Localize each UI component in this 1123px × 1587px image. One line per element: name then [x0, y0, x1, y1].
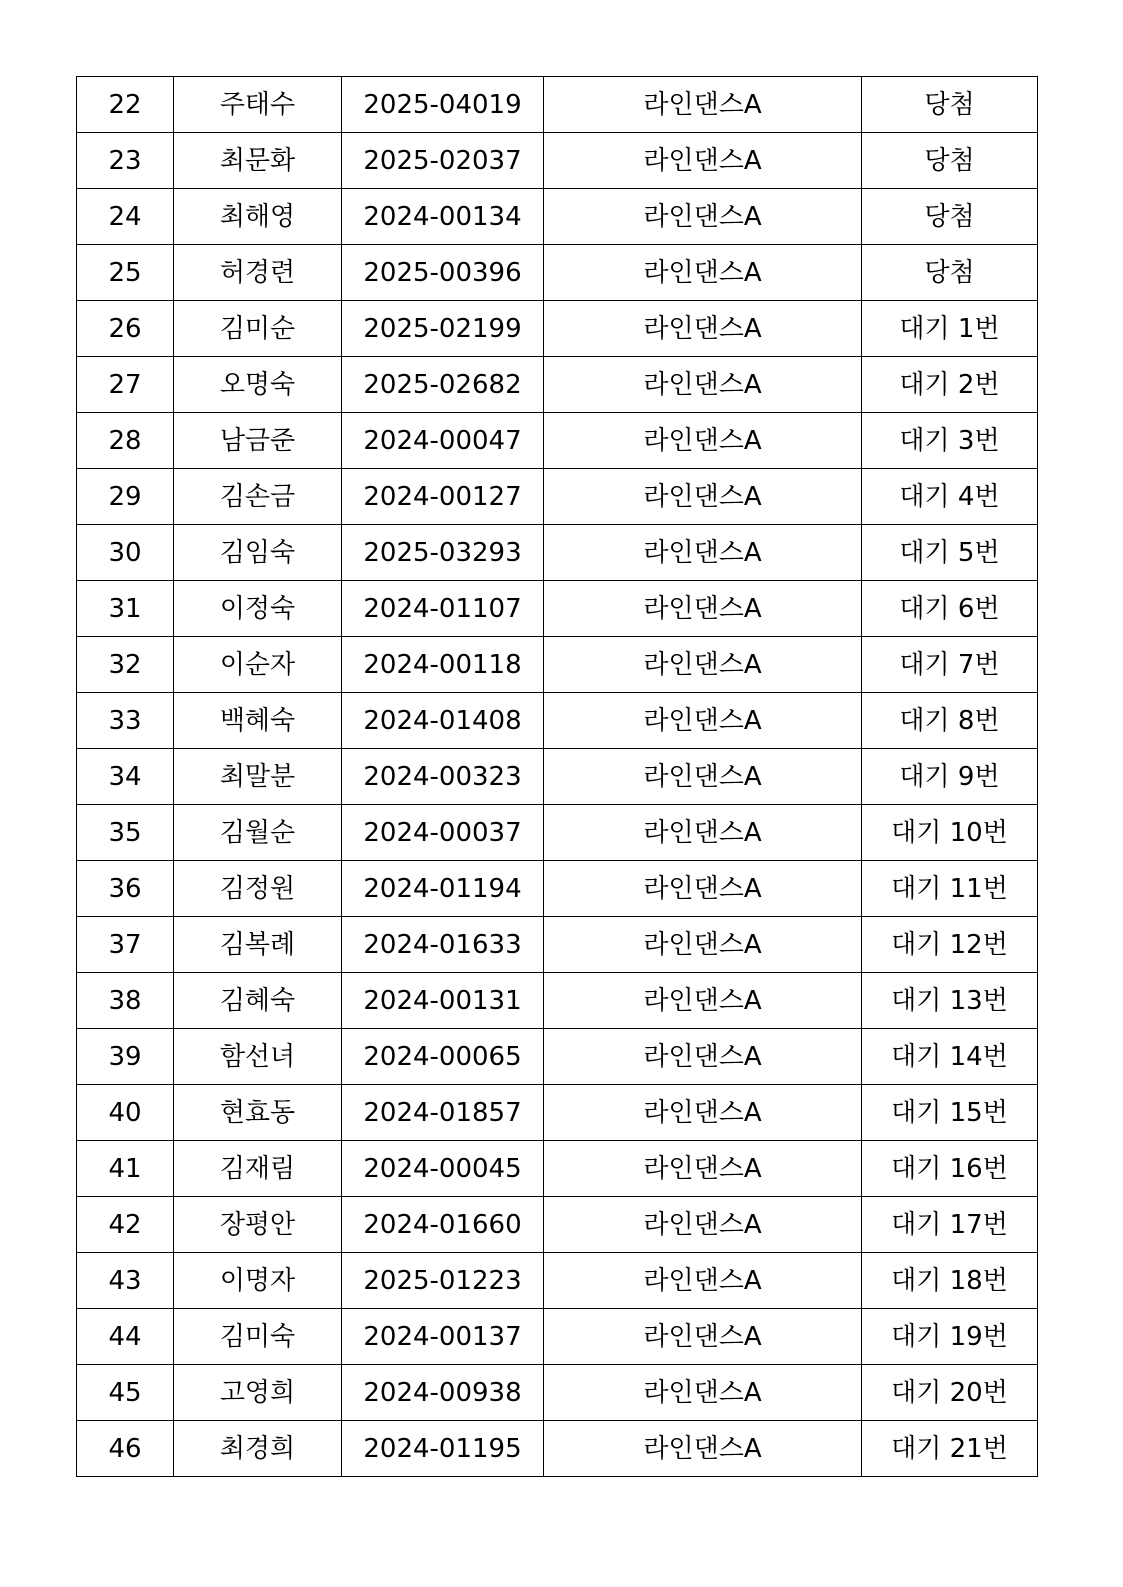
row-number-cell: 42 [77, 1197, 174, 1253]
applicant-name-cell: 주태수 [174, 77, 342, 133]
member-id-cell: 2024-01633 [342, 917, 544, 973]
table-row [77, 861, 1038, 917]
member-id-cell: 2025-03293 [342, 525, 544, 581]
result-cell: 대기 13번 [862, 973, 1038, 1029]
member-id-cell: 2024-01194 [342, 861, 544, 917]
table-row [77, 469, 1038, 525]
member-id-cell: 2024-00137 [342, 1309, 544, 1365]
member-id-cell: 2024-00065 [342, 1029, 544, 1085]
row-number-cell: 45 [77, 1365, 174, 1421]
class-name-cell: 라인댄스A [544, 77, 862, 133]
result-cell: 대기 2번 [862, 357, 1038, 413]
row-number-cell: 30 [77, 525, 174, 581]
row-number-cell: 26 [77, 301, 174, 357]
applicant-name-cell: 김정원 [174, 861, 342, 917]
applicant-name-cell: 이명자 [174, 1253, 342, 1309]
table-row [77, 357, 1038, 413]
table-row [77, 189, 1038, 245]
member-id-cell: 2024-01408 [342, 693, 544, 749]
member-id-cell: 2024-00037 [342, 805, 544, 861]
row-number-cell: 46 [77, 1421, 174, 1477]
row-number-cell: 34 [77, 749, 174, 805]
table-row [77, 973, 1038, 1029]
member-id-cell: 2024-00134 [342, 189, 544, 245]
applicant-name-cell: 김손금 [174, 469, 342, 525]
table-row [77, 1309, 1038, 1365]
row-number-cell: 43 [77, 1253, 174, 1309]
table-row [77, 1197, 1038, 1253]
class-name-cell: 라인댄스A [544, 861, 862, 917]
table-row [77, 1029, 1038, 1085]
applicant-name-cell: 김미순 [174, 301, 342, 357]
member-id-cell: 2025-02199 [342, 301, 544, 357]
class-name-cell: 라인댄스A [544, 1365, 862, 1421]
member-id-cell: 2024-01195 [342, 1421, 544, 1477]
applicant-name-cell: 장평안 [174, 1197, 342, 1253]
result-cell: 당첨 [862, 77, 1038, 133]
table-row [77, 1141, 1038, 1197]
class-name-cell: 라인댄스A [544, 1197, 862, 1253]
applicant-name-cell: 백혜숙 [174, 693, 342, 749]
class-name-cell: 라인댄스A [544, 917, 862, 973]
applicant-name-cell: 김복례 [174, 917, 342, 973]
table-row [77, 301, 1038, 357]
result-cell: 대기 4번 [862, 469, 1038, 525]
applicant-name-cell: 허경련 [174, 245, 342, 301]
row-number-cell: 24 [77, 189, 174, 245]
row-number-cell: 40 [77, 1085, 174, 1141]
applicant-name-cell: 함선녀 [174, 1029, 342, 1085]
row-number-cell: 38 [77, 973, 174, 1029]
member-id-cell: 2024-01857 [342, 1085, 544, 1141]
result-cell: 대기 14번 [862, 1029, 1038, 1085]
class-name-cell: 라인댄스A [544, 133, 862, 189]
row-number-cell: 25 [77, 245, 174, 301]
class-name-cell: 라인댄스A [544, 1421, 862, 1477]
result-cell: 대기 1번 [862, 301, 1038, 357]
applicant-name-cell: 최해영 [174, 189, 342, 245]
applicant-name-cell: 최경희 [174, 1421, 342, 1477]
table-row [77, 1365, 1038, 1421]
row-number-cell: 23 [77, 133, 174, 189]
result-cell: 대기 21번 [862, 1421, 1038, 1477]
applicant-name-cell: 김월순 [174, 805, 342, 861]
result-cell: 당첨 [862, 245, 1038, 301]
member-id-cell: 2024-00118 [342, 637, 544, 693]
class-name-cell: 라인댄스A [544, 469, 862, 525]
table-row [77, 245, 1038, 301]
row-number-cell: 29 [77, 469, 174, 525]
result-cell: 대기 17번 [862, 1197, 1038, 1253]
member-id-cell: 2024-00323 [342, 749, 544, 805]
member-id-cell: 2025-00396 [342, 245, 544, 301]
result-cell: 대기 16번 [862, 1141, 1038, 1197]
member-id-cell: 2024-00045 [342, 1141, 544, 1197]
result-cell: 대기 15번 [862, 1085, 1038, 1141]
applicant-name-cell: 이정숙 [174, 581, 342, 637]
result-cell: 당첨 [862, 133, 1038, 189]
class-name-cell: 라인댄스A [544, 1085, 862, 1141]
class-name-cell: 라인댄스A [544, 805, 862, 861]
member-id-cell: 2025-04019 [342, 77, 544, 133]
row-number-cell: 32 [77, 637, 174, 693]
class-name-cell: 라인댄스A [544, 749, 862, 805]
table-row [77, 1421, 1038, 1477]
result-cell: 대기 11번 [862, 861, 1038, 917]
result-cell: 대기 9번 [862, 749, 1038, 805]
applicant-name-cell: 최문화 [174, 133, 342, 189]
class-name-cell: 라인댄스A [544, 1309, 862, 1365]
table-row [77, 805, 1038, 861]
table-row [77, 413, 1038, 469]
class-name-cell: 라인댄스A [544, 1029, 862, 1085]
class-name-cell: 라인댄스A [544, 413, 862, 469]
table-row [77, 77, 1038, 133]
result-cell: 대기 8번 [862, 693, 1038, 749]
table-row [77, 133, 1038, 189]
row-number-cell: 33 [77, 693, 174, 749]
applicant-name-cell: 남금준 [174, 413, 342, 469]
result-cell: 대기 10번 [862, 805, 1038, 861]
row-number-cell: 22 [77, 77, 174, 133]
result-cell: 대기 18번 [862, 1253, 1038, 1309]
row-number-cell: 31 [77, 581, 174, 637]
row-number-cell: 41 [77, 1141, 174, 1197]
member-id-cell: 2024-01660 [342, 1197, 544, 1253]
applicant-name-cell: 고영희 [174, 1365, 342, 1421]
lottery-result-table [76, 76, 1038, 1477]
row-number-cell: 27 [77, 357, 174, 413]
row-number-cell: 35 [77, 805, 174, 861]
result-cell: 당첨 [862, 189, 1038, 245]
member-id-cell: 2024-00938 [342, 1365, 544, 1421]
class-name-cell: 라인댄스A [544, 637, 862, 693]
class-name-cell: 라인댄스A [544, 693, 862, 749]
class-name-cell: 라인댄스A [544, 357, 862, 413]
table-row [77, 525, 1038, 581]
result-cell: 대기 20번 [862, 1365, 1038, 1421]
result-cell: 대기 6번 [862, 581, 1038, 637]
member-id-cell: 2025-02037 [342, 133, 544, 189]
member-id-cell: 2024-00047 [342, 413, 544, 469]
row-number-cell: 37 [77, 917, 174, 973]
applicant-name-cell: 김미숙 [174, 1309, 342, 1365]
class-name-cell: 라인댄스A [544, 581, 862, 637]
table-row [77, 581, 1038, 637]
row-number-cell: 28 [77, 413, 174, 469]
result-cell: 대기 12번 [862, 917, 1038, 973]
class-name-cell: 라인댄스A [544, 525, 862, 581]
table-row [77, 693, 1038, 749]
result-cell: 대기 5번 [862, 525, 1038, 581]
class-name-cell: 라인댄스A [544, 973, 862, 1029]
row-number-cell: 44 [77, 1309, 174, 1365]
result-cell: 대기 7번 [862, 637, 1038, 693]
member-id-cell: 2024-00127 [342, 469, 544, 525]
applicant-name-cell: 김재림 [174, 1141, 342, 1197]
applicant-name-cell: 김혜숙 [174, 973, 342, 1029]
result-cell: 대기 3번 [862, 413, 1038, 469]
class-name-cell: 라인댄스A [544, 1253, 862, 1309]
table-row [77, 1085, 1038, 1141]
table-row [77, 749, 1038, 805]
table-row [77, 637, 1038, 693]
class-name-cell: 라인댄스A [544, 1141, 862, 1197]
member-id-cell: 2025-01223 [342, 1253, 544, 1309]
table-body [77, 77, 1038, 1477]
class-name-cell: 라인댄스A [544, 301, 862, 357]
table-row [77, 1253, 1038, 1309]
row-number-cell: 36 [77, 861, 174, 917]
member-id-cell: 2024-01107 [342, 581, 544, 637]
row-number-cell: 39 [77, 1029, 174, 1085]
applicant-name-cell: 최말분 [174, 749, 342, 805]
member-id-cell: 2024-00131 [342, 973, 544, 1029]
class-name-cell: 라인댄스A [544, 189, 862, 245]
member-id-cell: 2025-02682 [342, 357, 544, 413]
applicant-name-cell: 이순자 [174, 637, 342, 693]
applicant-name-cell: 김임숙 [174, 525, 342, 581]
applicant-name-cell: 현효동 [174, 1085, 342, 1141]
table-row [77, 917, 1038, 973]
class-name-cell: 라인댄스A [544, 245, 862, 301]
applicant-name-cell: 오명숙 [174, 357, 342, 413]
result-cell: 대기 19번 [862, 1309, 1038, 1365]
